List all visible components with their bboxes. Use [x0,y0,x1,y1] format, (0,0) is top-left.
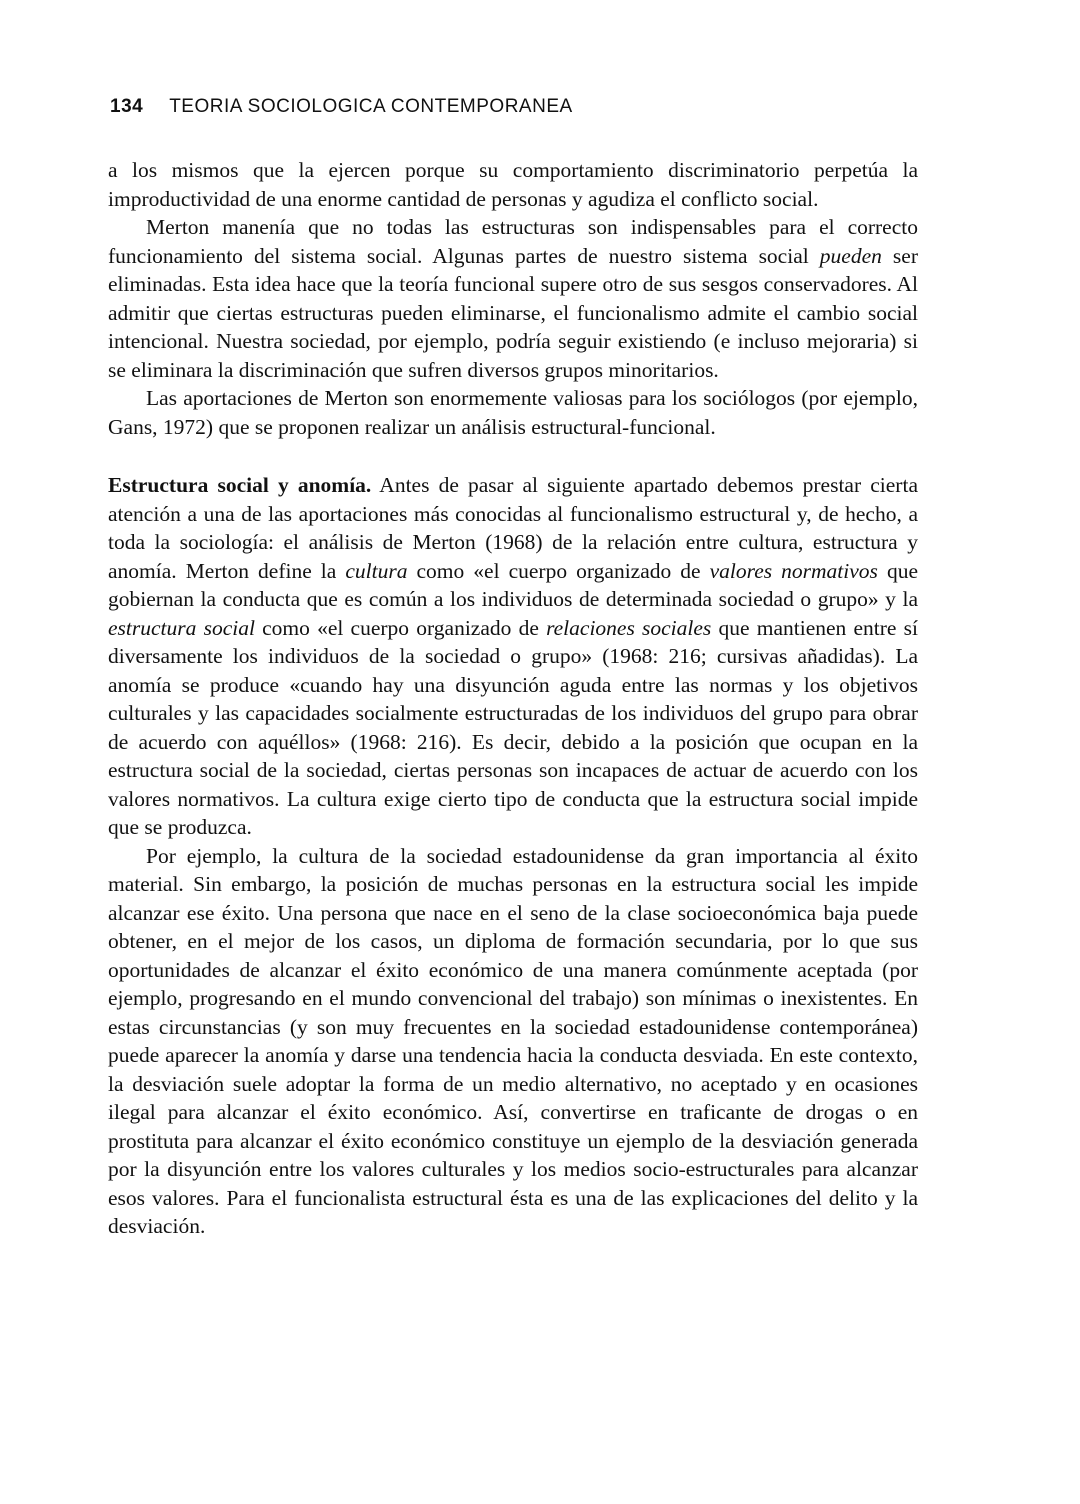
running-header [110,96,970,118]
paragraph-4-emphasis-2: valores normativos [709,558,878,583]
running-title: TEORIA SOCIOLOGICA CONTEMPORANEA [169,96,573,117]
paragraph-1: a los mismos que la ejercen porque su comportamiento discriminatorio perpetúa la improductividad de una enorme cantidad de personas y agudiza el conflicto social. [108,158,918,211]
paragraph-2-emphasis: pueden [819,243,882,268]
page-body [108,156,918,1241]
paragraph-4-text-d: como «el cuerpo organizado de [254,615,547,640]
paragraph-3: Las aportaciones de Merton son enormemente valiosas para los sociólogos (por ejemplo, Gans, 1972) que se proponen realizar un análisis estructural-funcional. [108,386,918,439]
paragraph-4-emphasis-4: relaciones sociales [546,615,712,640]
section-heading: Estructura social y anomía. [108,473,372,497]
paragraph-2 [108,213,918,384]
paragraph-4-emphasis-3: estructura social [108,615,255,640]
paragraph-4-text-b: como «el cuerpo organizado de [407,558,710,583]
paragraph-4-text-e: que mantienen entre sí diversamente los individuos de la sociedad o grupo» (1968: 216; cursivas añadidas). La anomía se produce «cuando hay una disyunción aguda entre las normas y los objetivos culturales y las capacidades socialmente estructuradas de los individuos del grupo para obrar de acuerdo con aquéllos» (1968: 216). Es decir, debido a la posición que ocupan en la estructura social de la sociedad, ciertas personas son incapaces de actuar de acuerdo con los valores normativos. La cultura exige cierto tipo de conducta que la estructura social impide que se produzca. [108,615,918,839]
paragraph-4-text-c: que gobiernan la conducta que es común a los individuos de determinada sociedad o grupo» y la [108,558,919,611]
paragraph-4-text-a: Antes de pasar al siguiente apartado debemos prestar cierta atención a una de las aportaciones más conocidas al funcionalismo estructural y, de hecho, a toda la sociología: el análisis de Merton (1968) de la relación entre cultura, estructura y anomía. Merton define la [108,473,918,583]
paragraph-5: Por ejemplo, la cultura de la sociedad estadounidense da gran importancia al éxito material. Sin embargo, la posición de muchas personas en la estructura social les impide alcanzar ese éxito. Una persona que nace en el seno de la clase socioeconómica baja puede obtener, en el mejor de los casos, un diploma de formación secundaria, por lo que sus oportunidades de alcanzar el éxito económico de una manera comúnmente aceptada (por ejemplo, progresando en el mundo convencional del trabajo) son mínimas o inexistentes. En estas circunstancias (y son muy frecuentes en la sociedad estadounidense contemporánea) puede aparecer la anomía y darse una tendencia hacia la conducta desviada. En este contexto, la desviación suele adoptar la forma de un medio alternativo, no aceptado y en ocasiones ilegal para alcanzar el éxito económico. Así, convertirse en traficante de drogas o en prostituta para alcanzar el éxito económico constituye un ejemplo de la desviación generada por la disyunción entre los valores culturales y los medios socio-estructurales para alcanzar esos valores. Para el funcionalista estructural ésta es una de las explicaciones del delito y la desviación. [108,843,918,1238]
paragraph-2-text-b: ser eliminadas. Esta idea hace que la teoría funcional supere otro de sus sesgos conservadores. Al admitir que ciertas estructuras pueden eliminarse, el funcionalismo admite el cambio social intencional. Nuestra sociedad, por ejemplo, podría seguir existiendo (e incluso mejoraria) si se eliminara la discriminación que sufren diversos grupos minoritarios. [108,243,918,382]
page-number: 134 [110,96,144,117]
paragraph-4 [108,471,918,842]
paragraph-2-text-a: Merton manenía que no todas las estructuras son indispensables para el correcto funcionamiento del sistema social. Algunas partes de nuestro sistema social [108,215,918,268]
paragraph-4-emphasis-1: cultura [345,558,408,583]
